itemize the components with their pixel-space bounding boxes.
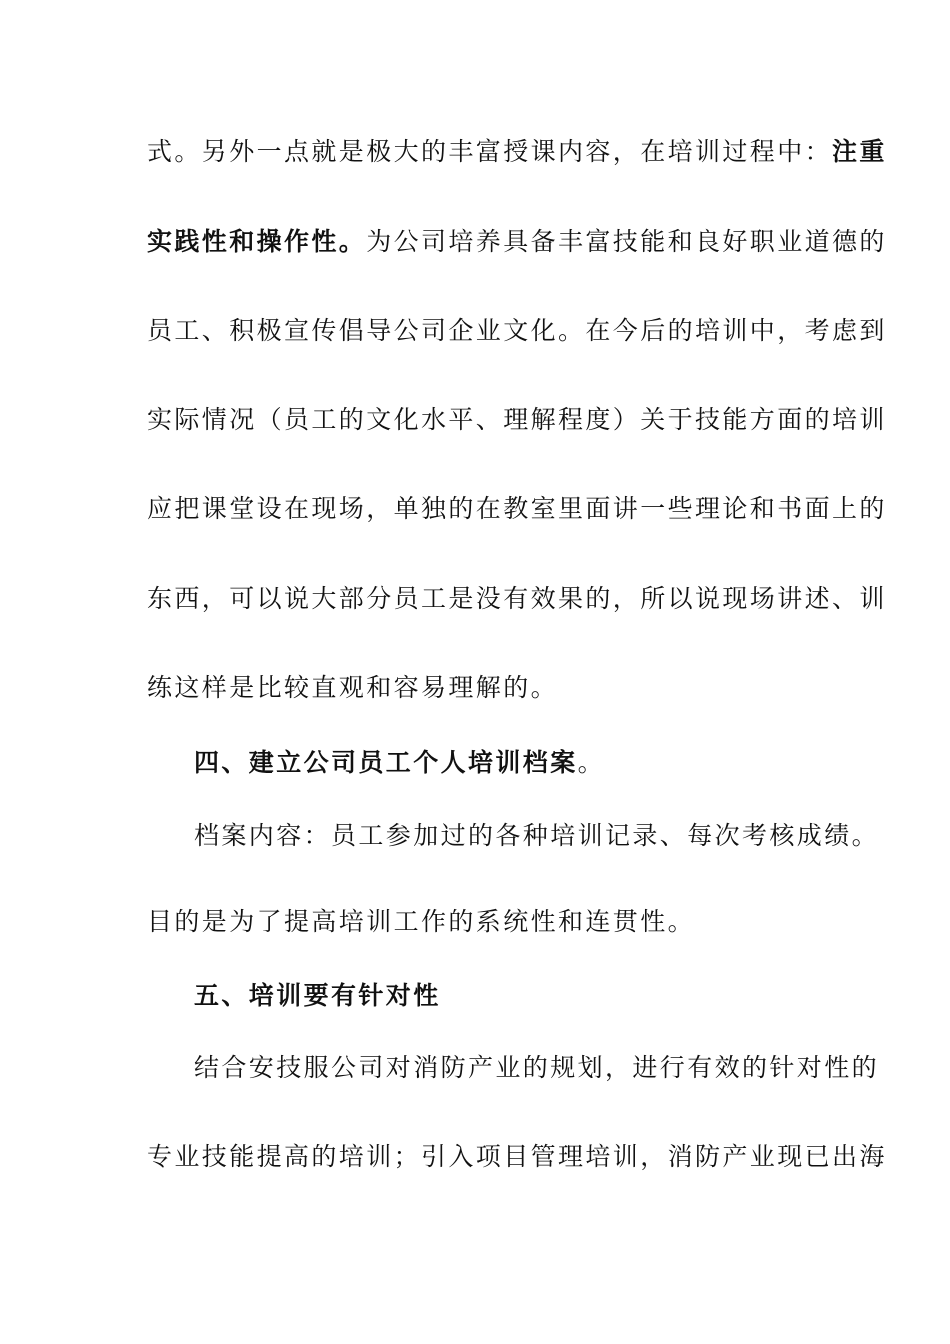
bold-text-run: 实践性和操作性。 [147,227,367,256]
text-run: 为公司培养具备丰富技能和良好职业道德的 [366,227,887,256]
bold-text-run: 注重 [832,137,887,166]
heading-text: 四、建立公司员工个人培训档案 [194,748,578,777]
paragraph-line: 东西，可以说大部分员工是没有效果的，所以说现场讲述、训 [147,584,887,613]
text-run: 式。另外一点就是极大的丰富授课内容，在培训过程中： [147,137,833,166]
section-heading-5: 五、培训要有针对性 [194,981,441,1010]
paragraph-line [147,135,887,169]
paragraph-line: 练这样是比较直观和容易理解的。 [147,673,559,702]
paragraph-line: 目的是为了提高培训工作的系统性和连贯性。 [147,907,696,936]
paragraph-line: 结合安技服公司对消防产业的规划，进行有效的针对性的 [194,1053,880,1082]
paragraph-line: 实际情况（员工的文化水平、理解程度）关于技能方面的培训 [147,405,887,434]
paragraph-line [147,225,887,259]
paragraph-line: 员工、积极宣传倡导公司企业文化。在今后的培训中，考虑到 [147,316,887,345]
heading-punctuation: 。 [577,748,606,777]
paragraph-line: 应把课堂设在现场，单独的在教室里面讲一些理论和书面上的 [147,494,887,523]
paragraph-line: 档案内容：员工参加过的各种培训记录、每次考核成绩。 [194,821,880,850]
section-heading-4 [194,746,605,780]
paragraph-line: 专业技能提高的培训；引入项目管理培训，消防产业现已出海 [147,1142,887,1171]
